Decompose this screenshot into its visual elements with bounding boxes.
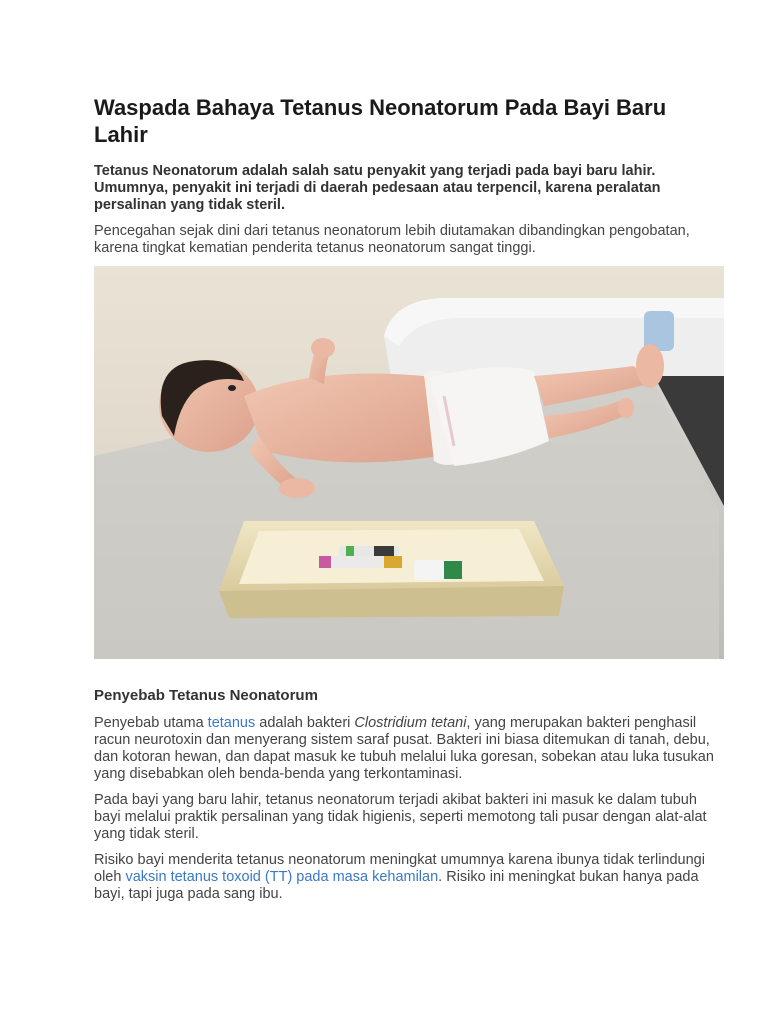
risk-text-before: Risiko bayi menderita tetanus neonatorum meningkat umumnya karena ibunya tidak terlindungi oleh (94, 852, 705, 885)
risk-text-after: . Risiko ini meningkat bukan hanya pada bayi, tapi juga pada sang ibu. (94, 869, 699, 902)
article-lead: Tetanus Neonatorum adalah salah satu penyakit yang terjadi pada bayi baru lahir. Umumnya, penyakit ini terjadi di daerah pedesaan atau terpencil, karena peralatan persalinan yang tidak steril. (94, 163, 661, 213)
bacteria-name: Clostridium tetani (354, 715, 467, 731)
intro-paragraph: Pencegahan sejak dini dari tetanus neonatorum lebih diutamakan dibandingkan pengobatan, karena tingkat kematian penderita tetanus neonatorum sangat tinggi. (94, 223, 690, 256)
cause-text-middle: adalah bakteri (255, 715, 355, 731)
cause-paragraph (94, 715, 726, 783)
baby-vaccine-photo (94, 266, 724, 659)
article (94, 94, 726, 912)
vaccine-tt-link[interactable]: vaksin tetanus toxoid (TT) pada masa kehamilan (125, 869, 439, 885)
cause-text-after: , yang merupakan bakteri penghasil racun neurotoxin dan menyerang sistem saraf pusat. Bakteri ini biasa ditemukan di tanah, debu, dan kotoran hewan, dan dapat masuk ke tubuh melalui luka goresan, sobekan atau luka tusukan yang disebabkan oleh benda-benda yang terkontaminasi. (94, 715, 714, 782)
article-title: Waspada Bahaya Tetanus Neonatorum Pada Bayi Baru Lahir (94, 95, 667, 147)
risk-paragraph (94, 852, 726, 903)
section-heading-penyebab: Penyebab Tetanus Neonatorum (94, 687, 318, 704)
tetanus-link[interactable]: tetanus (207, 715, 256, 731)
newborn-paragraph: Pada bayi yang baru lahir, tetanus neonatorum terjadi akibat bakteri ini masuk ke dalam tubuh bayi melalui praktik persalinan yang tidak higienis, seperti memotong tali pusar dengan alat-alat yang tidak steril. (94, 792, 707, 842)
cause-text-before: Penyebab utama (94, 715, 208, 731)
